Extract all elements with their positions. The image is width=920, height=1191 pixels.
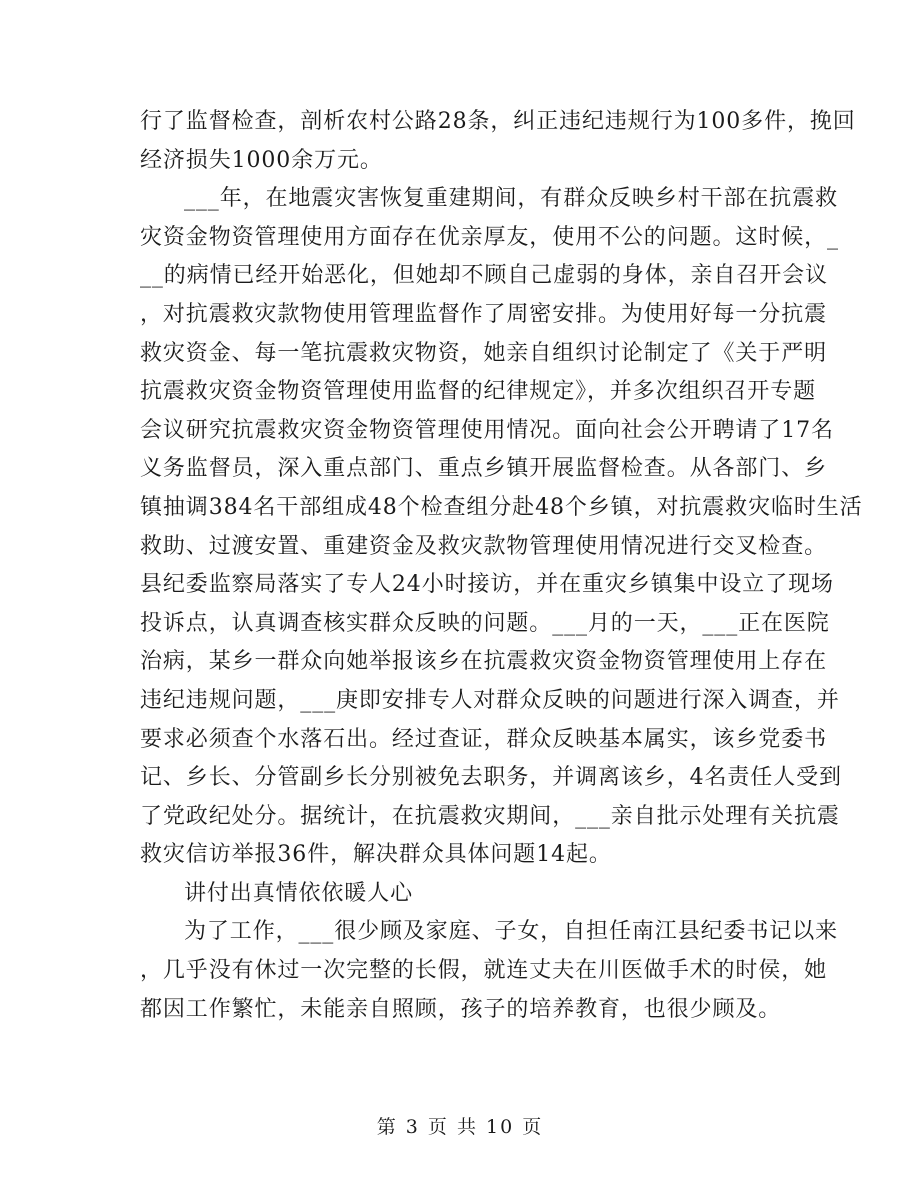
document-body <box>140 103 863 1029</box>
text-line: 会议研究抗震救灾资金物资管理使用情况。面向社会公开聘请了17名 <box>140 417 834 443</box>
text-line: 灾资金物资管理使用方面存在优亲厚友，使用不公的问题。这时候，_ <box>140 224 839 250</box>
text-line: 镇抽调384名干部组成48个检查组分赴48个乡镇，对抗震救灾临时生活 <box>140 494 863 520</box>
text-line: 救助、过渡安置、重建资金及救灾款物管理使用情况进行交叉检查。 <box>140 533 828 559</box>
text-line: 经济损失1000余万元。 <box>140 147 383 173</box>
text-line: 抗震救灾资金物资管理使用监督的纪律规定》，并多次组织召开专题 <box>140 379 817 405</box>
text-line: 救灾信访举报36件，解决群众具体问题14起。 <box>140 842 612 868</box>
page-number-footer: 第 3 页 共 10 页 <box>376 1116 544 1138</box>
text-line: 记、乡长、分管副乡长分别被免去职务，并调离该乡，4名责任人受到 <box>140 765 842 791</box>
text-line: 义务监督员，深入重点部门、重点乡镇开展监督检查。从各部门、乡 <box>140 456 828 482</box>
section-heading: 讲付出真情依依暖人心 <box>184 880 414 906</box>
text-line: 行了监督检查，剖析农村公路28条，纠正违纪违规行为100多件，挽回 <box>140 109 856 134</box>
text-line: ，几乎没有休过一次完整的长假，就连丈夫在川医做手术的时侯，她 <box>140 958 828 984</box>
paragraph-start-line: ___年，在地震灾害恢复重建期间，有群众反映乡村干部在抗震救 <box>184 186 839 212</box>
text-line: 救灾资金、每一笔抗震救灾物资，她亲自组织讨论制定了《关于严明 <box>140 340 828 366</box>
text-line: 都因工作繁忙，未能亲自照顾，孩子的培养教育，也很少顾及。 <box>140 996 782 1022</box>
text-line: 投诉点，认真调查核实群众反映的问题。___月的一天，___正在医院 <box>140 610 830 636</box>
text-line: ，对抗震救灾款物使用管理监督作了周密安排。为使用好每一分抗震 <box>140 301 828 327</box>
text-line: 县纪委监察局落实了专人24小时接访，并在重灾乡镇集中设立了现场 <box>140 572 834 598</box>
text-line: 违纪违规问题，___庚即安排专人对群众反映的问题进行深入调查，并 <box>140 687 840 713</box>
paragraph-start-line: 为了工作，___很少顾及家庭、子女，自担任南江县纪委书记以来 <box>184 919 839 945</box>
text-line: 了党政纪处分。据统计，在抗震救灾期间，___亲自批示处理有关抗震 <box>140 803 840 829</box>
text-line: __的病情已经开始恶化，但她却不顾自己虚弱的身体，亲自召开会议 <box>140 263 828 289</box>
text-line: 治病，某乡一群众向她举报该乡在抗震救灾资金物资管理使用上存在 <box>140 649 828 675</box>
text-line: 要求必须查个水落石出。经过查证，群众反映基本属实，该乡党委书 <box>140 726 828 752</box>
